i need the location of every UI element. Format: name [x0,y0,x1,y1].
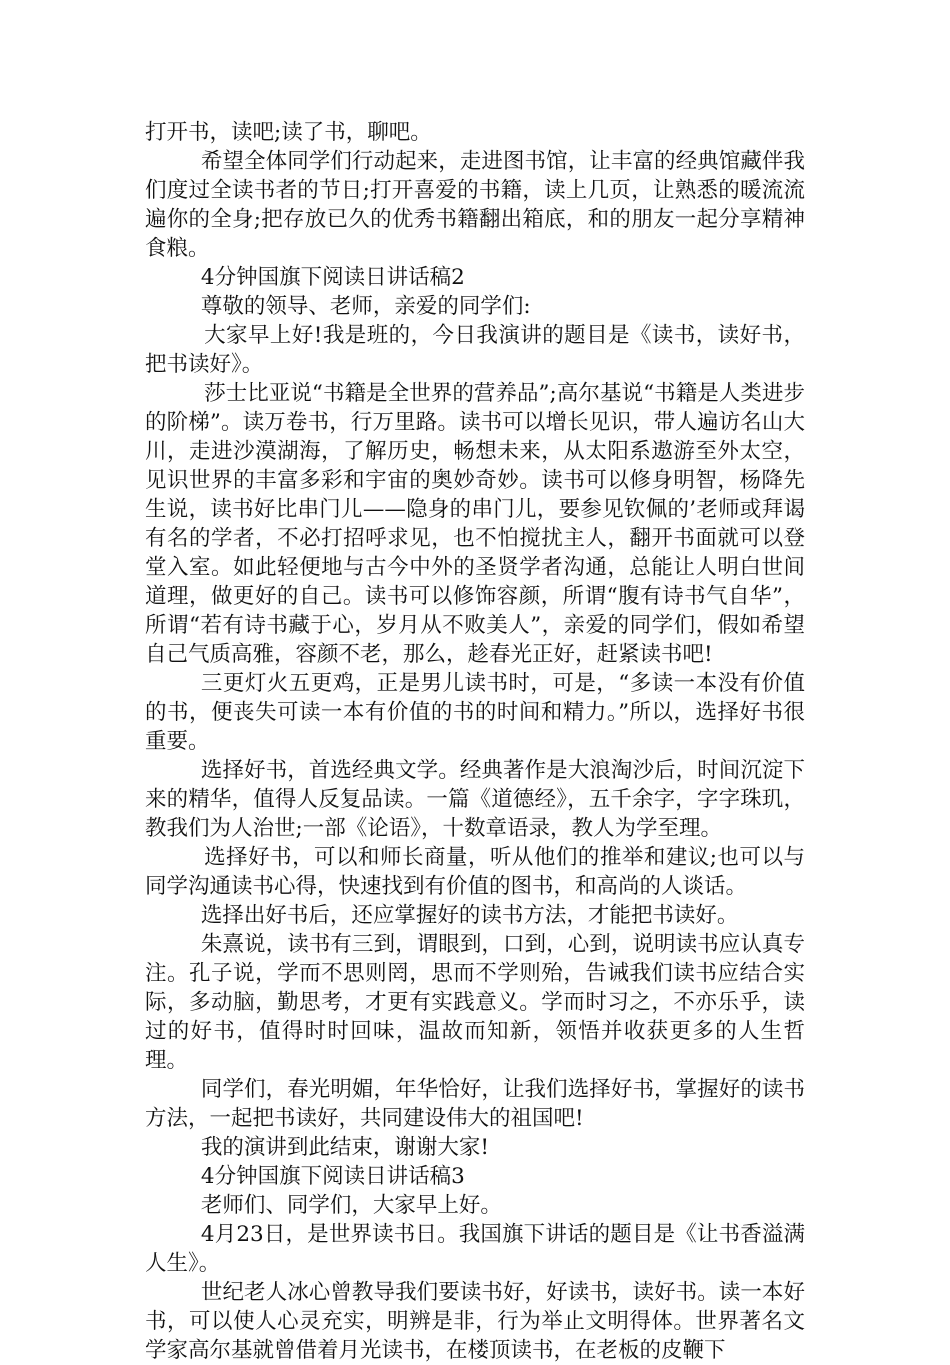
paragraph: 4月23日，是世界读书日。我国旗下讲话的题目是《让书香溢满人生》。 [145,1222,805,1276]
salutation: 老师们、同学们，大家早上好。 [200,1193,502,1218]
paragraph: 世纪老人冰心曾教导我们要读书好，好读书，读好书。读一本好书，可以使人心灵充实，明辨是非，行为举止文明得体。世界著名文学家高尔基就曾借着月光读书，在楼顶读书，在老板的皮鞭下 [145,1280,805,1363]
section-heading: 4分钟国旗下阅读日讲话稿3 [200,1164,465,1189]
document-page [145,118,805,1365]
paragraph: 大家早上好!我是班的，今日我演讲的题目是《读书，读好书，把书读好》。 [145,323,805,377]
paragraph: 选择好书，可以和师长商量，听从他们的推举和建议;也可以与同学沟通读书心得，快速找到有价值的图书，和高尚的人谈话。 [145,845,805,899]
paragraph: 三更灯火五更鸡，正是男儿读书时，可是，“多读一本没有价值的书，便丧失可读一本有价值的书的时间和精力。”所以，选择好书很重要。 [145,671,805,754]
paragraph: 选择出好书后，还应掌握好的读书方法，才能把书读好。 [200,903,739,928]
section-heading: 4分钟国旗下阅读日讲话稿2 [200,265,465,290]
paragraph: 同学们，春光明媚，年华恰好，让我们选择好书，掌握好的读书方法，一起把书读好，共同建设伟大的祖国吧! [145,1077,805,1131]
paragraph: 选择好书，首选经典文学。经典著作是大浪淘沙后，时间沉淀下来的精华，值得人反复品读。一篇《道德经》，五千余字，字字珠玑，教我们为人治世;一部《论语》，十数章语录，教人为学至理。 [145,758,805,841]
paragraph: 希望全体同学们行动起来，走进图书馆，让丰富的经典馆藏伴我们度过全读书者的节日;打开喜爱的书籍，读上几页，让熟悉的暖流流遍你的全身;把存放已久的优秀书籍翻出箱底，和的朋友一起分享精神食粮。 [145,149,805,261]
paragraph: 我的演讲到此结束，谢谢大家! [200,1135,490,1160]
paragraph: 莎士比亚说“书籍是全世界的营养品”;高尔基说“书籍是人类进步的阶梯”。读万卷书，行万里路。读书可以增长见识，带人遍访名山大川，走进沙漠湖海，了解历史，畅想未来，从太阳系遨游至外太空，见识世界的丰富多彩和宇宙的奥妙奇妙。读书可以修身明智，杨降先生说，读书好比串门儿——隐身的串门儿，要参见钦佩的’老师或拜谒有名的学者，不必打招呼求见，也不怕搅扰主人，翻开书面就可以登堂入室。如此轻便地与古今中外的圣贤学者沟通，总能让人明白世间道理，做更好的自己。读书可以修饰容颜，所谓“腹有诗书气自华”，所谓“若有诗书藏于心，岁月从不败美人”，亲爱的同学们，假如希望自己气质高雅，容颜不老，那么，趁春光正好，赶紧读书吧! [145,381,805,667]
salutation: 尊敬的领导、老师，亲爱的同学们: [200,294,531,319]
paragraph: 打开书，读吧;读了书，聊吧。 [145,120,432,145]
paragraph: 朱熹说，读书有三到，谓眼到，口到，心到，说明读书应认真专注。孔子说，学而不思则罔，思而不学则殆，告诫我们读书应结合实际，多动脑，勤思考，才更有实践意义。学而时习之，不亦乐乎，读过的好书，值得时时回味，温故而知新，领悟并收获更多的人生哲理。 [145,932,805,1073]
